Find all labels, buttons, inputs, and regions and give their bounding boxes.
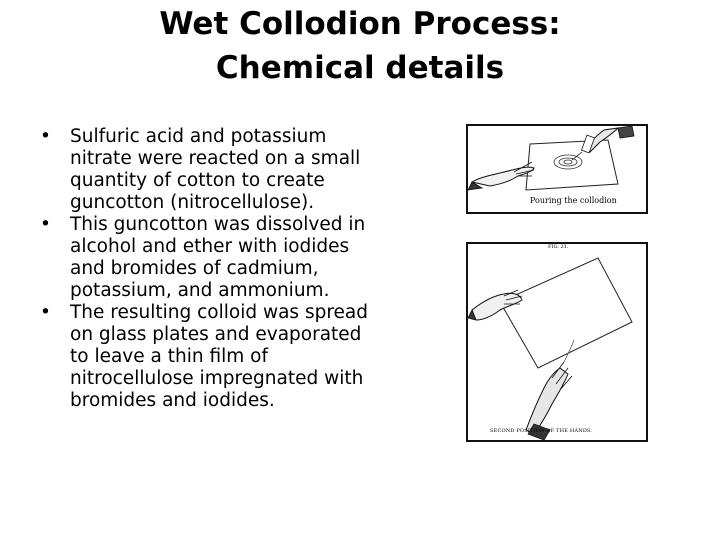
bullet-symbol: • [40, 126, 51, 147]
bullet-line: on glass plates and evaporated [70, 324, 362, 345]
bullet-symbol: • [40, 302, 51, 323]
slide-title [0, 2, 720, 90]
bullet-line: quantity of cotton to create [70, 170, 325, 191]
bullet-line: Sulfuric acid and potassium [70, 126, 327, 147]
slide-title-line-1: Wet Collodion Process: [159, 6, 561, 42]
bullet-line: potassium, and ammonium. [70, 280, 330, 301]
slide-title-line-2: Chemical details [215, 50, 505, 86]
bullet-symbol: • [40, 214, 51, 235]
pouring-collodion-illustration [466, 124, 648, 214]
figure-number: FIG. 21. [548, 244, 569, 250]
bullet-line: alcohol and ether with iodides [70, 236, 350, 257]
bullet-item [40, 214, 400, 302]
bullet-line: to leave a thin film of [70, 346, 268, 367]
bullet-line: nitrate were reacted on a small [70, 148, 361, 169]
pouring-caption: Pouring the collodion [530, 196, 617, 205]
bullet-line: This guncotton was dissolved in [70, 214, 366, 235]
bullet-line: bromides and iodides. [70, 390, 275, 411]
hands-position-illustration [466, 242, 648, 442]
tilting-plate-drawing [468, 244, 646, 440]
bullet-item [40, 126, 400, 214]
hands-caption: SECOND POSITION OF THE HANDS. [490, 428, 593, 434]
bullet-line: The resulting colloid was spread [70, 302, 368, 323]
bullet-line: and bromides of cadmium, [70, 258, 319, 279]
bullet-line: nitrocellulose impregnated with [70, 368, 364, 389]
bullet-item [40, 302, 400, 412]
bullet-line: guncotton (nitrocellulose). [70, 192, 315, 213]
bullet-list [40, 126, 400, 412]
